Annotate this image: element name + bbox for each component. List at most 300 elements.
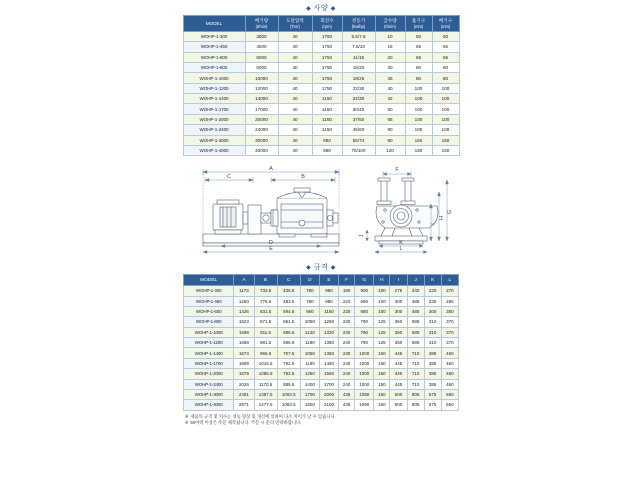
dim-section-title [180, 259, 462, 274]
dim-label-G: G [447, 210, 453, 215]
dim-header-L: L [441, 275, 458, 286]
dim-value-cell: 220 [424, 286, 441, 296]
spec-value-cell: 24000 [245, 125, 278, 135]
spec-value-cell: 16 [375, 42, 405, 52]
dim-value-cell: 2026 [234, 379, 254, 389]
dim-value-cell: 485 [407, 296, 424, 306]
spec-value-cell: 5.5/7.5 [342, 31, 375, 41]
spec-model-cell: WOHP-1-1200 [183, 83, 245, 93]
dim-value-cell: 1170.5 [254, 379, 277, 389]
dim-value-cell: 650 [441, 389, 458, 399]
table-row [184, 400, 459, 410]
dim-model-cell: WOHP-1-450 [184, 296, 234, 306]
dim-value-cell: 1000 [355, 369, 374, 379]
spec-value-cell: 3000 [245, 31, 278, 41]
spec-value-cell: 7.5/10 [342, 42, 375, 52]
dim-value-cell: 792.5 [277, 369, 300, 379]
spec-value-cell: 40 [278, 83, 312, 93]
spec-value-cell: 42 [375, 94, 405, 104]
dim-value-cell: 585 [407, 327, 424, 337]
dim-value-cell: 445 [390, 358, 407, 368]
dim-value-cell: 220 [339, 296, 355, 306]
dim-label-K: K [399, 240, 403, 247]
dim-value-cell: 1250 [300, 369, 319, 379]
dim-value-cell: 575 [424, 400, 441, 410]
dim-value-cell: 1523 [234, 317, 254, 327]
spec-value-cell: 880 [312, 145, 342, 155]
table-row [184, 379, 459, 389]
dim-value-cell: 980 [319, 286, 338, 296]
dim-value-cell: 1260 [234, 296, 254, 306]
dim-value-cell: 300 [424, 306, 441, 316]
spec-header-배기량 [245, 16, 278, 32]
spec-value-cell: 80 [375, 125, 405, 135]
spec-header-unit: (kw/hp) [351, 23, 366, 29]
spec-value-cell: 20000 [245, 114, 278, 124]
dim-value-cell: 575 [424, 389, 441, 399]
dim-label-B: B [301, 174, 305, 181]
spec-value-cell: 100 [432, 94, 459, 104]
dimension-table [183, 274, 459, 410]
dim-model-cell: WOHP-1-800 [184, 317, 234, 327]
spec-model-cell: WOHP-1-600 [183, 52, 245, 62]
dim-value-cell: 460 [441, 369, 458, 379]
spec-header-unit: (mm) [413, 23, 424, 29]
table-row [184, 327, 459, 337]
table-row [184, 358, 459, 368]
dim-value-cell: 1090 [355, 400, 374, 410]
spec-header-label: 급수량 [383, 18, 397, 23]
spec-value-cell: 40 [278, 31, 312, 41]
drawing-area [183, 160, 459, 256]
dim-value-cell: 594.5 [277, 306, 300, 316]
dim-value-cell: 651.5 [277, 317, 300, 327]
dim-value-cell: 1668 [234, 338, 254, 348]
dim-header-D: D [300, 275, 319, 286]
spec-model-cell: WOHP-1-3000 [183, 135, 245, 145]
table-row [183, 52, 459, 62]
dim-value-cell: 485 [407, 306, 424, 316]
dim-value-cell: 100 [374, 296, 390, 306]
dim-value-cell: 1480 [319, 358, 338, 368]
dim-section-label: 규격 [313, 264, 329, 272]
spec-value-cell: 35 [375, 73, 405, 83]
spec-value-cell: 40 [278, 145, 312, 155]
dim-model-cell: WOHP-1-2400 [184, 379, 234, 389]
dim-header-K: K [424, 275, 441, 286]
spec-value-cell: 65 [375, 114, 405, 124]
dim-header-H: H [374, 275, 390, 286]
dim-value-cell: 310 [424, 317, 441, 327]
dim-value-cell: 2000 [319, 389, 338, 399]
dim-value-cell: 1093.5 [277, 389, 300, 399]
spec-value-cell: 40 [278, 62, 312, 72]
spec-value-cell: 100 [405, 114, 432, 124]
dim-value-cell: 805 [407, 389, 424, 399]
dim-value-cell: 440 [407, 286, 424, 296]
dim-value-cell: 125 [374, 338, 390, 348]
dim-header-A: A [234, 275, 254, 286]
spec-value-cell: 100 [432, 125, 459, 135]
dim-value-cell: 885.5 [277, 379, 300, 389]
diamond-icon-right-2: ◆ [330, 265, 336, 272]
dim-header-J: J [407, 275, 424, 286]
spec-value-cell: 150 [405, 145, 432, 155]
spec-value-cell: 40000 [245, 145, 278, 155]
dim-value-cell: 1016.5 [254, 358, 277, 368]
dim-value-cell: 1000 [355, 348, 374, 358]
dim-value-cell: 438.5 [277, 286, 300, 296]
dim-value-cell: 240 [339, 338, 355, 348]
dim-value-cell: 1477.5 [254, 400, 277, 410]
spec-value-cell: 40 [278, 73, 312, 83]
dim-value-cell: 370 [441, 317, 458, 327]
dim-value-cell: 1397.5 [254, 389, 277, 399]
dim-value-cell: 300 [390, 296, 407, 306]
table-row [184, 317, 459, 327]
spec-model-cell: WOHP-1-450 [183, 42, 245, 52]
spec-value-cell: 50 [375, 104, 405, 114]
spec-value-cell: 40 [278, 52, 312, 62]
dim-label-J: J [359, 234, 365, 238]
table-row [183, 42, 459, 52]
spec-value-cell: 40 [278, 135, 312, 145]
spec-table-body [183, 31, 459, 156]
dim-value-cell: 100 [374, 286, 390, 296]
dim-value-cell: 710 [407, 369, 424, 379]
table-row [184, 369, 459, 379]
spec-value-cell: 150 [432, 145, 459, 155]
spec-value-cell: 6000 [245, 52, 278, 62]
dim-value-cell: 790 [355, 338, 374, 348]
dim-value-cell: 150 [374, 348, 390, 358]
table-row [184, 338, 459, 348]
table-row [183, 114, 459, 124]
footnote-bullet-icon: ※ [185, 413, 189, 419]
spec-value-cell: 17000 [245, 104, 278, 114]
dim-value-cell: 686.5 [277, 338, 300, 348]
spec-header-급수량 [375, 16, 405, 32]
dim-value-cell: 585 [407, 317, 424, 327]
spec-header-unit: (rpm) [322, 23, 332, 29]
dim-value-cell: 370 [441, 327, 458, 337]
dim-value-cell: 2100 [319, 400, 338, 410]
dim-value-cell: 445 [390, 369, 407, 379]
spec-header-unit: (ℓ/min) [255, 23, 268, 29]
diamond-icon-left: ◆ [306, 6, 312, 12]
dim-value-cell: 1180 [300, 358, 319, 368]
spec-value-cell: 65 [405, 52, 432, 62]
spec-value-cell: 150 [432, 135, 459, 145]
spec-section-title [180, 0, 462, 15]
dim-value-cell: 385 [424, 369, 441, 379]
spec-table-header-row [183, 16, 459, 32]
spec-value-cell: 1750 [312, 62, 342, 72]
spec-value-cell: 75/100 [342, 145, 375, 155]
spec-header-unit: (ℓ/min) [384, 23, 396, 29]
spec-value-cell: 100 [432, 83, 459, 93]
spec-value-cell: 120 [375, 145, 405, 155]
spec-model-cell: WOHP-1-2400 [183, 125, 245, 135]
dim-model-cell: WOHP-1-3000 [184, 389, 234, 399]
dim-value-cell: 150 [374, 358, 390, 368]
dim-value-cell: 285 [441, 296, 458, 306]
spec-value-cell: 100 [405, 104, 432, 114]
table-row [183, 94, 459, 104]
catalog-sheet [180, 0, 462, 480]
table-row [184, 348, 459, 358]
dim-model-cell: WOHP-1-1700 [184, 358, 234, 368]
dim-value-cell: 230 [339, 317, 355, 327]
dim-value-cell: 230 [339, 327, 355, 337]
table-row [183, 31, 459, 41]
dim-header-E: E [319, 275, 338, 286]
spec-value-cell: 22/30 [342, 94, 375, 104]
spec-value-cell: 30000 [245, 135, 278, 145]
dim-value-cell: 300 [390, 306, 407, 316]
dim-value-cell: 911.5 [254, 327, 277, 337]
table-row [183, 104, 459, 114]
spec-value-cell: 19/25 [342, 73, 375, 83]
dim-value-cell: 1700 [319, 379, 338, 389]
dim-value-cell: 230 [339, 348, 355, 358]
dim-value-cell: 240 [339, 358, 355, 368]
spec-value-cell: 1750 [312, 73, 342, 83]
footnote-text: 50마력 이상은 주문 제작됩니다. 주문 시 문의 연락바랍니다. [190, 420, 302, 426]
dim-value-cell: 680 [355, 306, 374, 316]
dim-header-B: B [254, 275, 277, 286]
dim-value-cell: 710 [407, 379, 424, 389]
dim-value-cell: 792.5 [277, 358, 300, 368]
table-row [183, 125, 459, 135]
spec-value-cell: 40 [375, 83, 405, 93]
spec-value-cell: 80 [432, 62, 459, 72]
spec-header-label: 배기량 [254, 18, 269, 23]
spec-model-cell: WOHP-1-1000 [183, 73, 245, 83]
dim-model-cell: WOHP-1-1000 [184, 327, 234, 337]
spec-value-cell: 45/60 [342, 125, 375, 135]
dim-value-cell: 1173 [234, 286, 254, 296]
spec-header-label: MODEL [205, 20, 223, 26]
spec-value-cell: 50 [405, 31, 432, 41]
spec-value-cell: 65 [432, 42, 459, 52]
dim-value-cell: 776.5 [254, 296, 277, 306]
dim-label-C: C [227, 174, 231, 181]
dim-value-cell: 360 [390, 327, 407, 337]
dim-value-cell: 1120 [300, 327, 319, 337]
dim-value-cell: 370 [441, 338, 458, 348]
dim-model-cell: WOHP-1-4000 [184, 400, 234, 410]
dim-value-cell: 710 [407, 358, 424, 368]
dim-value-cell: 385 [424, 348, 441, 358]
spec-header-배기구 [432, 16, 459, 32]
dim-value-cell: 500 [390, 400, 407, 410]
table-row [183, 135, 459, 145]
spec-value-cell: 40 [278, 94, 312, 104]
footnote-2 [183, 420, 459, 426]
spec-value-cell: 90 [375, 135, 405, 145]
dim-value-cell: 150 [374, 389, 390, 399]
dim-label-D: D [269, 240, 273, 247]
table-row [183, 145, 459, 155]
dim-value-cell: 1250 [319, 317, 338, 327]
dim-value-cell: 1150 [319, 306, 338, 316]
spec-header-unit: (mm) [440, 23, 451, 29]
dim-value-cell: 585 [407, 338, 424, 348]
dim-value-cell: 733.5 [254, 286, 277, 296]
spec-header-회전수 [312, 16, 342, 32]
dim-value-cell: 385 [424, 358, 441, 368]
table-row [184, 389, 459, 399]
spec-value-cell: 40 [278, 114, 312, 124]
dim-value-cell: 686.5 [277, 327, 300, 337]
dim-value-cell: 2571 [234, 400, 254, 410]
spec-model-cell: WOHP-1-800 [183, 62, 245, 72]
dim-value-cell: 270 [441, 286, 458, 296]
dim-value-cell: 1050 [300, 317, 319, 327]
dim-value-cell: 1700 [300, 389, 319, 399]
spec-value-cell: 15/20 [342, 62, 375, 72]
dim-value-cell: 1093.5 [277, 400, 300, 410]
dim-value-cell: 871.5 [254, 317, 277, 327]
dim-label-I: I [431, 223, 437, 226]
spec-model-cell: WOHP-1-2000 [183, 114, 245, 124]
dim-value-cell: 180 [339, 286, 355, 296]
spec-value-cell: 30/40 [342, 104, 375, 114]
dim-value-cell: 1000 [355, 358, 374, 368]
dim-label-A: A [269, 166, 273, 173]
spec-value-cell: 11/15 [342, 52, 375, 62]
dim-value-cell: 1000 [355, 379, 374, 389]
spec-value-cell: 65 [432, 52, 459, 62]
dim-label-L: L [399, 246, 403, 253]
front-view-drawing [355, 160, 459, 256]
spec-value-cell: 37/50 [342, 114, 375, 124]
dim-value-cell: 310 [424, 338, 441, 348]
spec-value-cell: 80 [405, 73, 432, 83]
spec-value-cell: 100 [405, 83, 432, 93]
dim-value-cell: 150 [374, 400, 390, 410]
spec-header-전동기 [342, 16, 375, 32]
dimension-table-header-row [184, 275, 459, 286]
dim-label-H: H [439, 216, 445, 221]
spec-value-cell: 1750 [312, 52, 342, 62]
dim-label-F: F [395, 167, 399, 174]
dim-value-cell: 235 [424, 296, 441, 306]
dim-value-cell: 1800 [300, 400, 319, 410]
dim-header-MODEL: MODEL [184, 275, 234, 286]
side-view-drawing [189, 160, 349, 256]
diamond-icon-right: ◆ [330, 6, 336, 12]
dim-value-cell: 240 [339, 369, 355, 379]
spec-value-cell: 100 [432, 114, 459, 124]
spec-value-cell: 10000 [245, 73, 278, 83]
dim-value-cell: 1550 [319, 369, 338, 379]
dimension-table-body [184, 286, 459, 411]
spec-value-cell: 40 [278, 125, 312, 135]
dim-value-cell: 150 [374, 379, 390, 389]
dim-value-cell: 360 [390, 338, 407, 348]
dim-value-cell: 950 [300, 306, 319, 316]
dim-value-cell: 385 [424, 379, 441, 389]
dim-value-cell: 220 [339, 306, 355, 316]
spec-value-cell: 4500 [245, 42, 278, 52]
spec-value-cell: 1150 [312, 94, 342, 104]
dim-value-cell: 1598 [234, 327, 254, 337]
dim-header-F: F [339, 275, 355, 286]
footnote-text: 제품의 규격 및 치수는 성능 향상 및 개선에 의하여 다소 차이가 날 수 있습니다. [190, 413, 336, 419]
dim-value-cell: 780 [300, 286, 319, 296]
spec-value-cell: 14000 [245, 94, 278, 104]
spec-value-cell: 10 [375, 31, 405, 41]
dim-value-cell: 445 [390, 348, 407, 358]
dim-model-cell: WOHP-1-1200 [184, 338, 234, 348]
dim-model-cell: WOHP-1-1400 [184, 348, 234, 358]
spec-header-label: 도달압력 [286, 18, 304, 23]
dim-value-cell: 1090 [355, 389, 374, 399]
table-row [184, 286, 459, 296]
spec-header-label: 흡기구 [411, 18, 426, 23]
spec-value-cell: 55/74 [342, 135, 375, 145]
spec-header-label: 회전수 [320, 18, 334, 23]
dim-value-cell: 125 [374, 327, 390, 337]
spec-header-label: 배기구 [438, 18, 453, 23]
spec-value-cell: 1750 [312, 83, 342, 93]
spec-value-cell: 65 [405, 42, 432, 52]
spec-section-label: 사양 [313, 5, 329, 12]
dim-model-cell: WOHP-1-600 [184, 306, 234, 316]
dim-value-cell: 966.5 [254, 348, 277, 358]
spec-value-cell: 50 [432, 31, 459, 41]
spec-header-MODEL [183, 16, 245, 32]
dim-value-cell: 350 [441, 306, 458, 316]
spec-value-cell: 1750 [312, 42, 342, 52]
dim-value-cell: 1879 [234, 369, 254, 379]
footnote-bullet-icon: ※ [185, 420, 189, 426]
spec-value-cell: 20 [375, 52, 405, 62]
dim-value-cell: 980 [319, 296, 338, 306]
spec-value-cell: 100 [432, 104, 459, 114]
dim-value-cell: 360 [390, 317, 407, 327]
dim-value-cell: 483.5 [277, 296, 300, 306]
dim-value-cell: 445 [390, 379, 407, 389]
spec-value-cell: 22/30 [342, 83, 375, 93]
dim-value-cell: 240 [339, 379, 355, 389]
dim-value-cell: 435 [339, 389, 355, 399]
spec-header-흡기구 [405, 16, 432, 32]
dim-value-cell: 710 [407, 348, 424, 358]
spec-model-cell: WOHP-1-300 [183, 31, 245, 41]
dim-value-cell: 805 [407, 400, 424, 410]
table-row [184, 306, 459, 316]
dim-value-cell: 1350 [319, 348, 338, 358]
spec-header-unit: (Torr) [290, 23, 300, 29]
dim-model-cell: WOHP-1-300 [184, 286, 234, 296]
dim-header-I: I [390, 275, 407, 286]
spec-value-cell: 12000 [245, 83, 278, 93]
dim-value-cell: 435 [339, 400, 355, 410]
diamond-icon-left-2: ◆ [306, 265, 312, 272]
table-row [183, 62, 459, 72]
spec-value-cell: 1150 [312, 114, 342, 124]
spec-value-cell: 40 [278, 104, 312, 114]
table-row [183, 73, 459, 83]
dim-value-cell: 1086.5 [254, 369, 277, 379]
spec-header-도달압력 [278, 16, 312, 32]
dim-label-E: E [269, 246, 273, 253]
table-row [184, 296, 459, 306]
spec-value-cell: 100 [405, 125, 432, 135]
